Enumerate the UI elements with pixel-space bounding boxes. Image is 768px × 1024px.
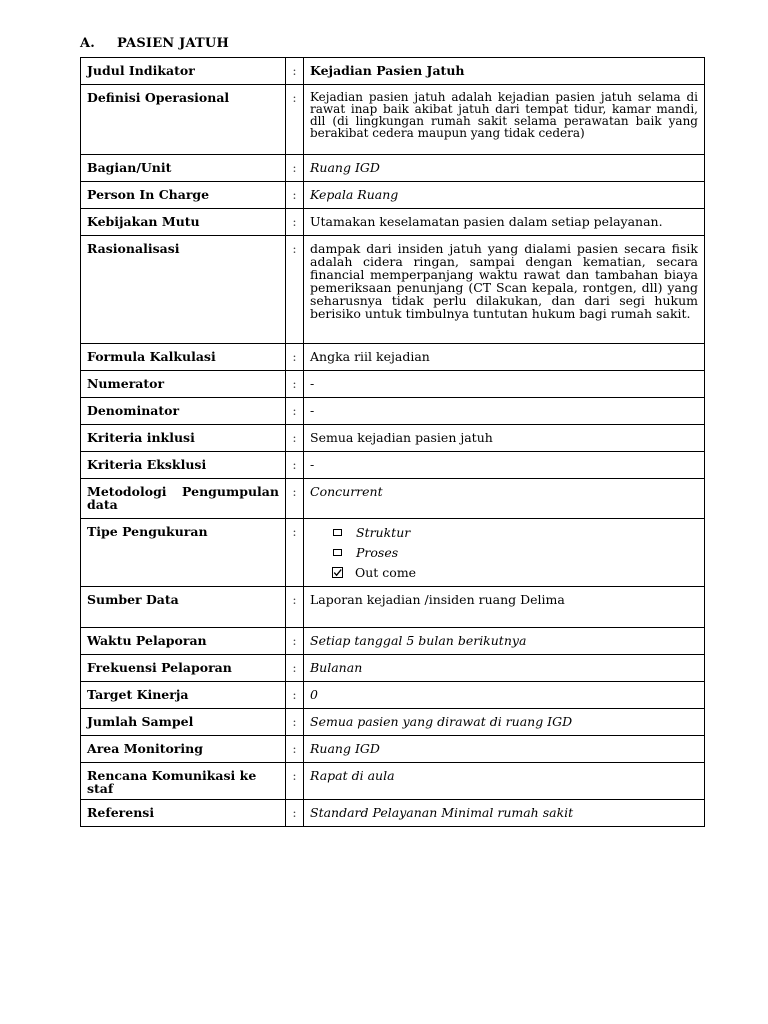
colon-separator: : — [286, 155, 304, 182]
colon-separator: : — [286, 587, 304, 628]
label-kebijakan-mutu: Kebijakan Mutu — [81, 209, 286, 236]
value-target-kinerja: 0 — [304, 682, 705, 709]
row-definisi-operasional — [81, 85, 705, 155]
value-denominator-text: - — [310, 403, 315, 418]
value-rasionalisasi: dampak dari insiden jatuh yang dialami pasien secara fisik adalah cidera ringan, sampai dengan kematian, secara financial memperpanjang waktu rawat dan tambahan biaya pemeriksaan penunjang (CT Scan kepala, rontgen, dll) yang seharusnya tidak perlu dilakukan, dan dari segi hukum berisiko untuk timbulnya tuntutan hukum bagi rumah sakit. — [304, 236, 705, 344]
row-kriteria-inklusi — [81, 425, 705, 452]
label-rasionalisasi: Rasionalisasi — [81, 236, 286, 344]
row-numerator — [81, 371, 705, 398]
value-frekuensi-pelaporan: Bulanan — [304, 655, 705, 682]
unchecked-box-icon — [333, 529, 342, 536]
colon-separator: : — [286, 800, 304, 827]
row-tipe-pengukuran — [81, 519, 705, 587]
row-rencana-komunikasi — [81, 763, 705, 800]
row-sumber-data — [81, 587, 705, 628]
label-target-kinerja: Target Kinerja — [81, 682, 286, 709]
label-waktu-pelaporan: Waktu Pelaporan — [81, 628, 286, 655]
unchecked-box-icon — [333, 549, 342, 556]
label-kriteria-eksklusi: Kriteria Eksklusi — [81, 452, 286, 479]
colon-separator: : — [286, 398, 304, 425]
colon-separator: : — [286, 519, 304, 587]
label-kriteria-inklusi: Kriteria inklusi — [81, 425, 286, 452]
row-frekuensi-pelaporan — [81, 655, 705, 682]
colon-separator: : — [286, 763, 304, 800]
label-bagian-unit: Bagian/Unit — [81, 155, 286, 182]
value-kebijakan-mutu: Utamakan keselamatan pasien dalam setiap pelayanan. — [304, 209, 705, 236]
option-out-come — [332, 562, 698, 582]
label-judul-indikator: Judul Indikator — [81, 58, 286, 85]
option-proses — [332, 542, 698, 562]
colon-separator: : — [286, 58, 304, 85]
label-referensi: Referensi — [81, 800, 286, 827]
row-kebijakan-mutu — [81, 209, 705, 236]
indicator-table — [80, 57, 705, 827]
row-metodologi — [81, 479, 705, 519]
value-jumlah-sampel: Semua pasien yang dirawat di ruang IGD — [304, 709, 705, 736]
section-heading — [80, 36, 229, 51]
value-metodologi: Concurrent — [304, 479, 705, 519]
colon-separator: : — [286, 371, 304, 398]
value-tipe-pengukuran — [304, 519, 705, 587]
measurement-type-list — [310, 522, 698, 582]
colon-separator: : — [286, 209, 304, 236]
value-kriteria-eksklusi: - — [304, 452, 705, 479]
section-number: A. — [80, 36, 96, 51]
label-tipe-pengukuran: Tipe Pengukuran — [81, 519, 286, 587]
value-waktu-pelaporan: Setiap tanggal 5 bulan berikutnya — [304, 628, 705, 655]
row-area-monitoring — [81, 736, 705, 763]
colon-separator: : — [286, 682, 304, 709]
value-numerator-text: - — [310, 376, 315, 391]
label-person-in-charge: Person In Charge — [81, 182, 286, 209]
colon-separator: : — [286, 452, 304, 479]
value-numerator — [304, 371, 705, 398]
value-area-monitoring: Ruang IGD — [304, 736, 705, 763]
option-label: Proses — [356, 544, 399, 560]
value-denominator — [304, 398, 705, 425]
label-frekuensi-pelaporan: Frekuensi Pelaporan — [81, 655, 286, 682]
colon-separator: : — [286, 85, 304, 155]
row-denominator — [81, 398, 705, 425]
label-area-monitoring: Area Monitoring — [81, 736, 286, 763]
colon-separator: : — [286, 655, 304, 682]
row-kriteria-eksklusi — [81, 452, 705, 479]
label-rencana-komunikasi: Rencana Komunikasi ke staf — [81, 763, 286, 800]
option-label: Struktur — [356, 524, 411, 540]
value-judul-indikator: Kejadian Pasien Jatuh — [304, 58, 705, 85]
colon-separator: : — [286, 709, 304, 736]
row-jumlah-sampel — [81, 709, 705, 736]
label-sumber-data: Sumber Data — [81, 587, 286, 628]
label-jumlah-sampel: Jumlah Sampel — [81, 709, 286, 736]
label-formula-kalkulasi: Formula Kalkulasi — [81, 344, 286, 371]
value-person-in-charge: Kepala Ruang — [304, 182, 705, 209]
value-rencana-komunikasi: Rapat di aula — [304, 763, 705, 800]
label-numerator: Numerator — [81, 371, 286, 398]
value-referensi: Standard Pelayanan Minimal rumah sakit — [304, 800, 705, 827]
checked-box-icon — [332, 567, 343, 578]
colon-separator: : — [286, 479, 304, 519]
value-kriteria-inklusi: Semua kejadian pasien jatuh — [304, 425, 705, 452]
colon-separator: : — [286, 425, 304, 452]
row-target-kinerja — [81, 682, 705, 709]
row-rasionalisasi — [81, 236, 705, 344]
option-label: Out come — [355, 564, 417, 580]
row-bagian-unit — [81, 155, 705, 182]
section-title: PASIEN JATUH — [117, 36, 229, 51]
label-definisi-operasional: Definisi Operasional — [81, 85, 286, 155]
value-formula-kalkulasi: Angka riil kejadian — [304, 344, 705, 371]
colon-separator: : — [286, 236, 304, 344]
value-sumber-data: Laporan kejadian /insiden ruang Delima — [304, 587, 705, 628]
label-metodologi: Metodologi Pengumpulan data — [81, 479, 286, 519]
option-struktur — [332, 522, 698, 542]
row-person-in-charge — [81, 182, 705, 209]
value-bagian-unit: Ruang IGD — [304, 155, 705, 182]
value-definisi-operasional: Kejadian pasien jatuh adalah kejadian pasien jatuh selama di rawat inap baik akibat jatuh dari tempat tidur, kamar mandi, dll (di lingkungan rumah sakit selama perawatan baik yang berakibat cedera maupun yang tidak cedera) — [304, 85, 705, 155]
row-referensi — [81, 800, 705, 827]
colon-separator: : — [286, 182, 304, 209]
row-judul-indikator — [81, 58, 705, 85]
label-denominator: Denominator — [81, 398, 286, 425]
row-formula-kalkulasi — [81, 344, 705, 371]
colon-separator: : — [286, 344, 304, 371]
row-waktu-pelaporan — [81, 628, 705, 655]
colon-separator: : — [286, 736, 304, 763]
colon-separator: : — [286, 628, 304, 655]
